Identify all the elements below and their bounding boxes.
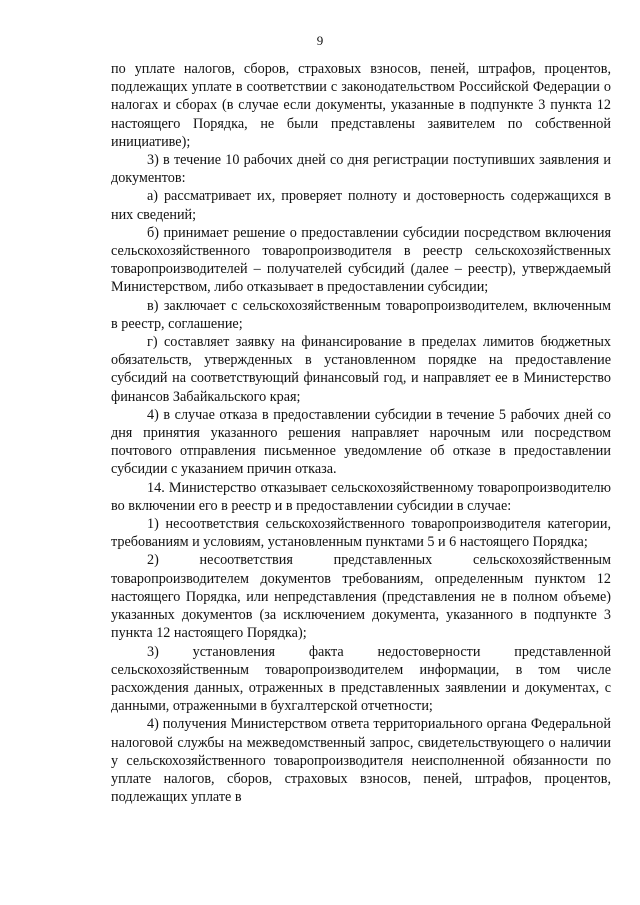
paragraph: по уплате налогов, сборов, страховых взносов, пеней, штрафов, процентов, подлежащих уплате в соответствии с законодательством Российской Федерации о налогах и сборах (в случае если документы, указанные в подпункте 3 пункта 12 настоящего Порядка, не были представлены заявителем по собственной инициативе); bbox=[111, 61, 611, 150]
paragraph: 14. Министерство отказывает сельскохозяйственному товаропроизводителю во включении его в реестр и в предоставлении субсидии в случае: bbox=[111, 479, 611, 514]
paragraph: 4) в случае отказа в предоставлении субсидии в течение 5 рабочих дней со дня принятия указанного решения направляет нарочным или посредством почтового отправления письменное уведомление об отказе в предоставлении субсидии с указанием причин отказа. bbox=[111, 406, 611, 478]
paragraph: 1) несоответствия сельскохозяйственного товаропроизводителя категории, требованиям и условиям, установленным пунктами 5 и 6 настоящего Порядка; bbox=[111, 516, 611, 551]
page-number: 9 bbox=[316, 33, 324, 48]
paragraph: в) заключает с сельскохозяйственным товаропроизводителем, включенным в реестр, соглашение; bbox=[111, 297, 611, 332]
paragraph: 4) получения Министерством ответа территориального органа Федеральной налоговой службы на межведомственный запрос, свидетельствующего о наличии у сельскохозяйственного товаропроизводителя неисполненной обязанности по уплате налогов, сборов, страховых взносов, пеней, штрафов, процентов, подлежащих уплате в bbox=[111, 716, 611, 806]
paragraph: 2) несоответствия представленных сельскохозяйственным товаропроизводителем документов требованиям, определенным пунктом 12 настоящего Порядка, или непредставления (представления не в полном объеме) указанных документов (за исключением документа, указанного в подпункте 3 пункта 12 настоящего Порядка); bbox=[111, 552, 611, 642]
paragraph: 3) установления факта недостоверности представленной сельскохозяйственным товаропроизводителем информации, в том числе расхождения данных, отраженных в представленных заявлении и документах, с данными, отраженными в бухгалтерской отчетности; bbox=[111, 643, 611, 715]
paragraph: а) рассматривает их, проверяет полноту и достоверность содержащихся в них сведений; bbox=[111, 188, 611, 223]
paragraph: б) принимает решение о предоставлении субсидии посредством включения сельскохозяйственного товаропроизводителя в реестр сельскохозяйственных товаропроизводителей – получателей субсидий (далее – реестр), утверждаемый Министерством, либо отказывает в предоставлении субсидии; bbox=[111, 224, 611, 296]
document-body bbox=[111, 60, 611, 806]
paragraph: 3) в течение 10 рабочих дней со дня регистрации поступивших заявления и документов: bbox=[111, 152, 611, 187]
paragraph: г) составляет заявку на финансирование в пределах лимитов бюджетных обязательств, утвержденных в установленном порядке на предоставление субсидий на соответствующий финансовый год, и направляет ее в Министерство финансов Забайкальского края; bbox=[111, 334, 611, 405]
